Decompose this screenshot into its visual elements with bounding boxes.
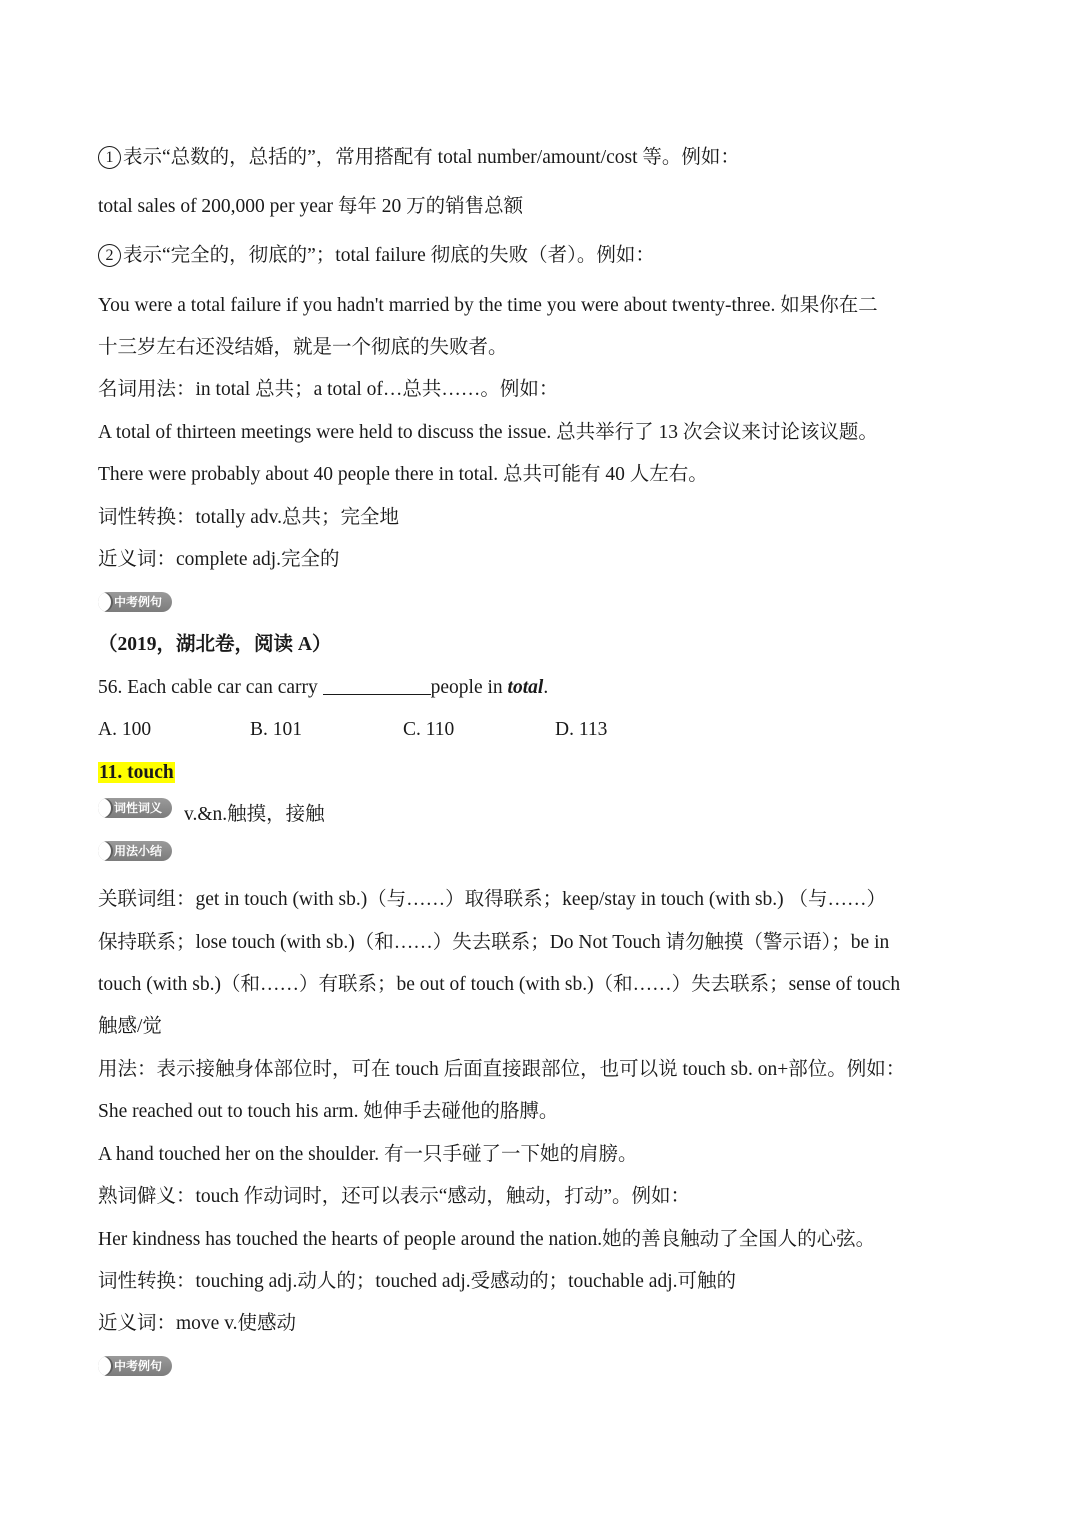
meaning-2-example-line-2: 十三岁左右还没结婚，就是一个彻底的失败者。: [98, 337, 508, 358]
touch-conversion: 词性转换：touching adj.动人的；touched adj.受感动的；touchable adj.可触的: [98, 1271, 736, 1292]
touch-heading: 11. touch: [99, 762, 174, 783]
keyword-total: total: [507, 677, 544, 698]
noun-usage: 名词用法：in total 总共；a total of…总共……。例如：: [98, 379, 559, 400]
touch-example-3: Her kindness has touched the hearts of people around the nation.她的善良触动了全国人的心弦。: [98, 1229, 876, 1250]
meaning-1: 1 表示“总数的，总括的”，常用搭配有 total number/amount/cost 等。例如：: [98, 144, 740, 172]
noun-example-1: A total of thirteen meetings were held to discuss the issue. 总共举行了 13 次会议来讨论该议题。: [98, 422, 878, 443]
touch-phrases-line-3: touch (with sb.)（和……）有联系；be out of touch (with sb.)（和……）失去联系；sense of touch: [98, 974, 901, 995]
touch-synonym: 近义词：move v.使感动: [98, 1313, 297, 1334]
touch-pos-meaning: v.&n.触摸，接触: [184, 804, 325, 825]
noun-example-2: There were probably about 40 people there in total. 总共可能有 40 人左右。: [98, 464, 708, 485]
option-b: B. 101: [250, 719, 303, 740]
exam-question-stem: 56. Each cable car can carry people in total.: [98, 674, 548, 702]
meaning-2-example-line-1: You were a total failure if you hadn't married by the time you were about twenty-three. 如果你在二: [98, 295, 878, 316]
touch-familiar-meaning: 熟词僻义：touch 作动词时，还可以表示“感动，触动，打动”。例如：: [98, 1186, 691, 1207]
touch-example-1: She reached out to touch his arm. 她伸手去碰他的胳膊。: [98, 1101, 559, 1122]
exam-example-badge: 中考例句: [98, 592, 172, 612]
meaning-1-example: total sales of 200,000 per year 每年 20 万的销售总额: [98, 196, 524, 217]
touch-example-2: A hand touched her on the shoulder. 有一只手碰了一下她的肩膀。: [98, 1144, 638, 1165]
option-c: C. 110: [403, 719, 455, 740]
total-synonym: 近义词：complete adj.完全的: [98, 549, 340, 570]
touch-usage: 用法：表示接触身体部位时，可在 touch 后面直接跟部位，也可以说 touch sb. on+部位。例如：: [98, 1059, 906, 1080]
pos-meaning-badge: 词性词义: [98, 798, 172, 818]
touch-phrases-line-1: 关联词组：get in touch (with sb.)（与……）取得联系；keep/stay in touch (with sb.) （与……）: [98, 889, 887, 910]
answer-blank: [323, 674, 431, 695]
touch-phrases-line-4: 触感/觉: [98, 1016, 162, 1037]
circled-number-1: 1: [98, 146, 121, 169]
usage-summary-badge: 用法小结: [98, 841, 172, 861]
touch-phrases-line-2: 保持联系；lose touch (with sb.)（和……）失去联系；Do Not Touch 请勿触摸（警示语）；be in: [98, 932, 890, 953]
option-a: A. 100: [98, 719, 152, 740]
exam-options: [98, 716, 698, 744]
option-d: D. 113: [555, 719, 608, 740]
total-conversion: 词性转换：totally adv.总共；完全地: [98, 507, 399, 528]
circled-number-2: 2: [98, 244, 121, 267]
meaning-2: 2 表示“完全的，彻底的”；total failure 彻底的失败（者）。例如：: [98, 242, 655, 270]
exam-example-badge-2: 中考例句: [98, 1356, 172, 1376]
exam-source: （2019，湖北卷，阅读 A）: [98, 634, 332, 655]
